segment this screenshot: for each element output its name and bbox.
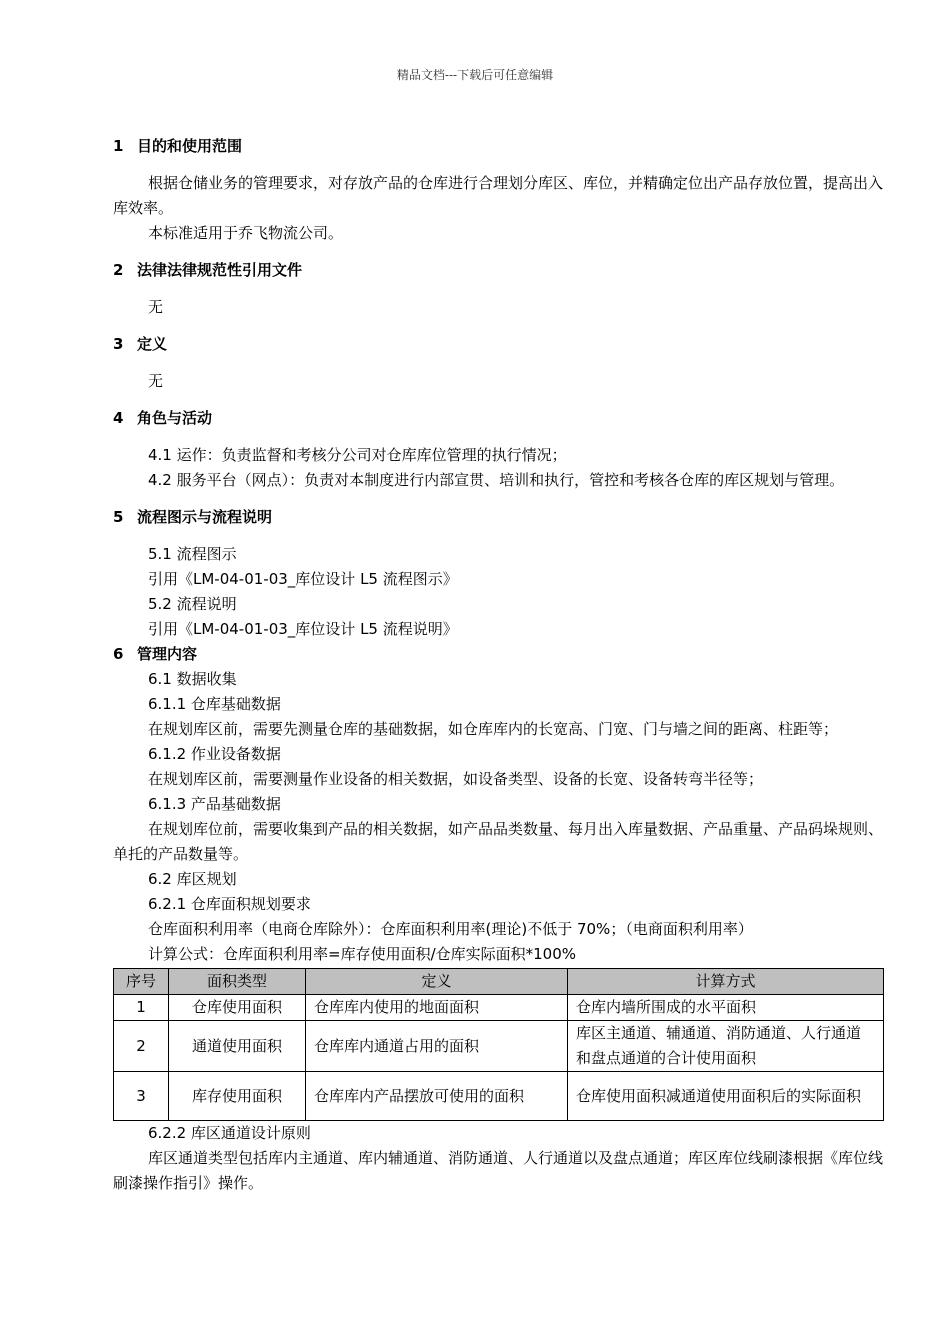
paragraph: 仓库面积利用率（电商仓库除外）：仓库面积利用率(理论)不低于 70%；（电商面积利用率） (148, 920, 753, 938)
table-header-cell: 面积类型 (169, 969, 306, 995)
subheading: 5.1 流程图示 (148, 545, 237, 563)
table-cell: 2 (114, 1021, 169, 1072)
table-cell: 仓库使用面积 (169, 995, 306, 1021)
subheading: 6.2 库区规划 (148, 870, 237, 888)
paragraph: 在规划库区前，需要先测量仓库的基础数据，如仓库库内的长宽高、门宽、门与墙之间的距离、柱距等； (148, 720, 839, 738)
section-5-heading (113, 505, 885, 530)
paragraph: 无 (148, 372, 164, 390)
table-cell: 仓库内墙所围成的水平面积 (568, 995, 884, 1021)
section-number: 1 (113, 137, 124, 155)
paragraph: 根据仓储业务的管理要求，对存放产品的仓库进行合理划分库区、库位，并精确定位出产品存放位置，提高出入库效率。 (113, 174, 884, 217)
table-cell: 3 (114, 1072, 169, 1121)
section-number: 6 (113, 645, 124, 663)
subheading: 6.1.1 仓库基础数据 (148, 695, 281, 713)
paragraph: 本标准适用于乔飞物流公司。 (148, 224, 344, 242)
section-number: 3 (113, 335, 124, 353)
table-cell: 通道使用面积 (169, 1021, 306, 1072)
subheading: 6.1 数据收集 (148, 670, 237, 688)
paragraph: 引用《LM-04-01-03_库位设计 L5 流程图示》 (148, 570, 458, 588)
table-cell: 库存使用面积 (169, 1072, 306, 1121)
section-title: 管理内容 (137, 645, 198, 663)
paragraph: 库区通道类型包括库内主通道、库内辅通道、消防通道、人行通道以及盘点通道；库区库位线刷漆根据《库位线刷漆操作指引》操作。 (113, 1149, 884, 1192)
area-table (113, 968, 884, 1121)
section-title: 法律法律规范性引用文件 (137, 261, 303, 279)
section-title: 流程图示与流程说明 (137, 508, 273, 526)
table-cell: 仓库库内使用的地面面积 (306, 995, 568, 1021)
section-4-heading (113, 406, 885, 431)
subheading: 6.2.1 仓库面积规划要求 (148, 895, 311, 913)
section-2-heading (113, 258, 885, 283)
section-6-heading (113, 642, 885, 667)
section-1-heading (113, 134, 885, 159)
table-cell: 仓库库内产品摆放可使用的面积 (306, 1072, 568, 1121)
section-title: 角色与活动 (137, 409, 213, 427)
page-header: 精品文档---下载后可任意编辑 (396, 68, 554, 82)
section-number: 5 (113, 508, 124, 526)
table-row (114, 995, 884, 1021)
table-row (114, 1072, 884, 1121)
paragraph: 4.1 运作：负责监督和考核分公司对仓库库位管理的执行情况； (148, 446, 567, 464)
table-cell: 库区主通道、辅通道、消防通道、人行通道和盘点通道的合计使用面积 (568, 1021, 884, 1072)
paragraph: 引用《LM-04-01-03_库位设计 L5 流程说明》 (148, 620, 458, 638)
formula: 计算公式：仓库面积利用率=库存使用面积/仓库实际面积*100% (148, 945, 577, 963)
section-3-heading (113, 332, 885, 357)
section-title: 定义 (137, 335, 168, 353)
table-row (114, 1021, 884, 1072)
section-title: 目的和使用范围 (137, 137, 243, 155)
table-header-cell: 序号 (114, 969, 169, 995)
document-body (113, 134, 885, 1196)
subheading: 6.1.3 产品基础数据 (148, 795, 281, 813)
subheading: 6.1.2 作业设备数据 (148, 745, 281, 763)
section-number: 4 (113, 409, 124, 427)
subheading: 6.2.2 库区通道设计原则 (148, 1124, 311, 1142)
section-number: 2 (113, 261, 124, 279)
table-cell: 仓库库内通道占用的面积 (306, 1021, 568, 1072)
table-cell: 仓库使用面积减通道使用面积后的实际面积 (568, 1072, 884, 1121)
table-header-cell: 计算方式 (568, 969, 884, 995)
table-header-row (114, 969, 884, 995)
subheading: 5.2 流程说明 (148, 595, 237, 613)
table-cell: 1 (114, 995, 169, 1021)
paragraph: 无 (148, 298, 164, 316)
table-header-cell: 定义 (306, 969, 568, 995)
paragraph: 4.2 服务平台（网点）：负责对本制度进行内部宣贯、培训和执行，管控和考核各仓库的库区规划与管理。 (148, 471, 845, 489)
paragraph: 在规划库位前，需要收集到产品的相关数据，如产品品类数量、每月出入库量数据、产品重量、产品码垛规则、单托的产品数量等。 (113, 820, 884, 863)
paragraph: 在规划库区前，需要测量作业设备的相关数据，如设备类型、设备的长宽、设备转弯半径等； (148, 770, 764, 788)
